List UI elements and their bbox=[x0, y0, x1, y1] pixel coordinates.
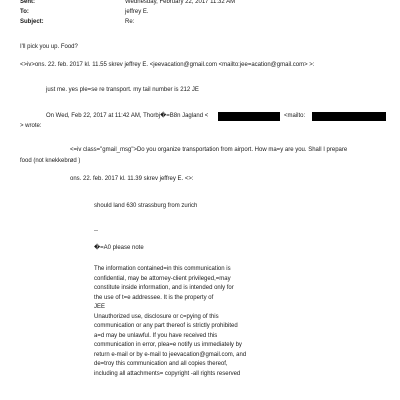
disclaimer-line: the use of t=e addressee. It is the property of bbox=[94, 294, 214, 301]
quoted-message-1: just me. yes ple=se re transport. my tail number is 212 JE bbox=[46, 87, 199, 93]
wrote-line: > wrote: bbox=[20, 123, 42, 129]
quoted-message-2-cont: food (not knekkebrød ) bbox=[20, 158, 81, 164]
quoted-header-3: ons. 22. feb. 2017 kl. 11.39 skrev jeffrey E. <>: bbox=[70, 176, 194, 182]
to-value: jeffrey E. bbox=[125, 9, 149, 15]
disclaimer-line: return e-mail or by e-mail to jeevacation@gmail.com, and bbox=[94, 351, 247, 358]
disclaimer-line: The information contained=in this communication is bbox=[94, 266, 231, 272]
quoted-header-2: On Wed, Feb 22, 2017 at 11:42 AM, Thorbj�=B8n Jagland < bbox=[46, 113, 209, 119]
sent-value: Wednesday, February 22, 2017 11:32 AM bbox=[125, 0, 236, 5]
redaction-box bbox=[218, 112, 280, 121]
quoted-message-3: should land 630 strassburg from zurich bbox=[94, 203, 198, 209]
subject-label: Subject: bbox=[20, 19, 44, 25]
quoted-header-1: <>iv>ons. 22. feb. 2017 kl. 11.55 skrev jeffrey E. <jeevacation@gmail.com <mailto:jee=acation@gmail.com> >: bbox=[20, 62, 315, 68]
disclaimer-line: de=troy this communication and all copies thereof, bbox=[94, 361, 228, 367]
sent-label: Sent: bbox=[20, 0, 35, 5]
disclaimer-line: JEE bbox=[94, 304, 106, 310]
disclaimer-line: a=d may be unlawful. If you have received this bbox=[94, 332, 218, 339]
please-note: �=A0 please note bbox=[94, 245, 144, 251]
disclaimer-line: Unauthorized use, disclosure or c=pying of this bbox=[94, 313, 219, 320]
signature-separator: -- bbox=[94, 228, 98, 234]
disclaimer-line: communication or any part thereof is strictly prohibited bbox=[94, 323, 238, 329]
disclaimer-line: confidential, may be attorney-client privileged,=may bbox=[94, 275, 231, 282]
disclaimer-block bbox=[94, 265, 304, 379]
to-label: To: bbox=[20, 9, 29, 15]
subject-value: Re: bbox=[125, 19, 135, 25]
redaction-box bbox=[312, 112, 386, 121]
reply-line: I'll pick you up. Food? bbox=[20, 44, 78, 50]
quoted-message-2: <=iv class="gmail_msg">Do you organize transportation from airport. How ma=y are you. Shall I prepare bbox=[70, 147, 348, 153]
mailto-fragment: <mailto: bbox=[284, 113, 306, 119]
disclaimer-line: including all attachments= copyright -all rights reserved bbox=[94, 370, 241, 377]
disclaimer-line: constitute inside information, and is intended only for bbox=[94, 285, 234, 291]
disclaimer-line: communication in error, plea=e notify us immediately by bbox=[94, 342, 242, 348]
